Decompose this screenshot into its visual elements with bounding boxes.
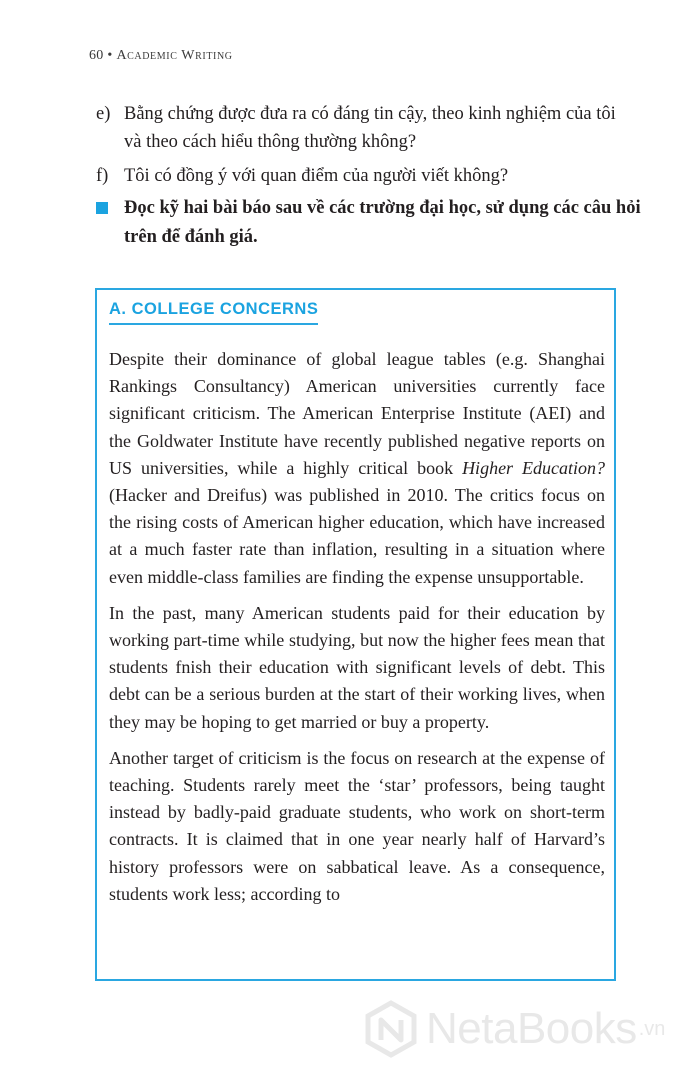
question-text: Bằng chứng được đưa ra có đáng tin cậy, theo kinh nghiệm của tôi và theo cách hiểu thông thường không? [124, 104, 616, 152]
watermark-brand: NetaBooks [426, 1004, 637, 1053]
question-text: Tôi có đồng ý với quan điểm của người viết không? [124, 166, 509, 186]
header-separator: • [107, 48, 113, 63]
question-list [96, 100, 636, 196]
watermark-suffix: .vn [638, 1017, 666, 1040]
paragraph-1-text-cont: (Hacker and Dreifus) was published in 2010. The critics focus on the rising costs of American higher education, which have increased at a much faster rate than inflation, resulting in a situation where even middle-class families are finding the expense unsupportable. [109, 485, 605, 587]
article-title: A. COLLEGE CONCERNS [109, 300, 318, 325]
article-box [95, 288, 616, 981]
question-item-f [96, 162, 636, 190]
article-body [109, 346, 605, 917]
question-letter: e) [96, 104, 111, 124]
task-instruction [96, 194, 664, 252]
netabooks-watermark [362, 994, 692, 1064]
article-paragraph-1 [109, 346, 605, 591]
square-bullet-icon [96, 202, 108, 214]
n-hexagon-logo-icon [362, 1000, 420, 1058]
running-head [89, 48, 233, 64]
question-letter: f) [96, 166, 109, 186]
task-text: Đọc kỹ hai bài báo sau về các trường đại học, sử dụng các câu hỏi trên để đánh giá. [124, 198, 641, 247]
question-item-e [96, 100, 636, 156]
paragraph-1-text: Despite their dominance of global league tables (e.g. Shanghai Rankings Consultancy) American universities currently face significant criticism. The American Enterprise Institute (AEI) and the Goldwater Institute have recently published negative reports on US universities, while a highly critical book [109, 349, 605, 478]
page-number: 60 [89, 48, 104, 63]
article-paragraph-3: Another target of criticism is the focus on research at the expense of teaching. Students rarely meet the ‘star’ professors, being taught instead by badly-paid graduate students, who work on short-term contracts. It is claimed that in one year nearly half of Harvard’s history professors were on sabbatical leave. As a consequence, students work less; according to [109, 747, 605, 904]
article-paragraph-2: In the past, many American students paid for their education by working part-time while studying, but now the higher fees mean that students fnish their education with significant levels of debt. This debt can be a serious burden at the start of their working lives, when they may be hoping to get married or buy a property. [109, 602, 605, 732]
book-title-italic: Higher Education? [462, 457, 605, 478]
book-title: Academic Writing [116, 48, 233, 63]
